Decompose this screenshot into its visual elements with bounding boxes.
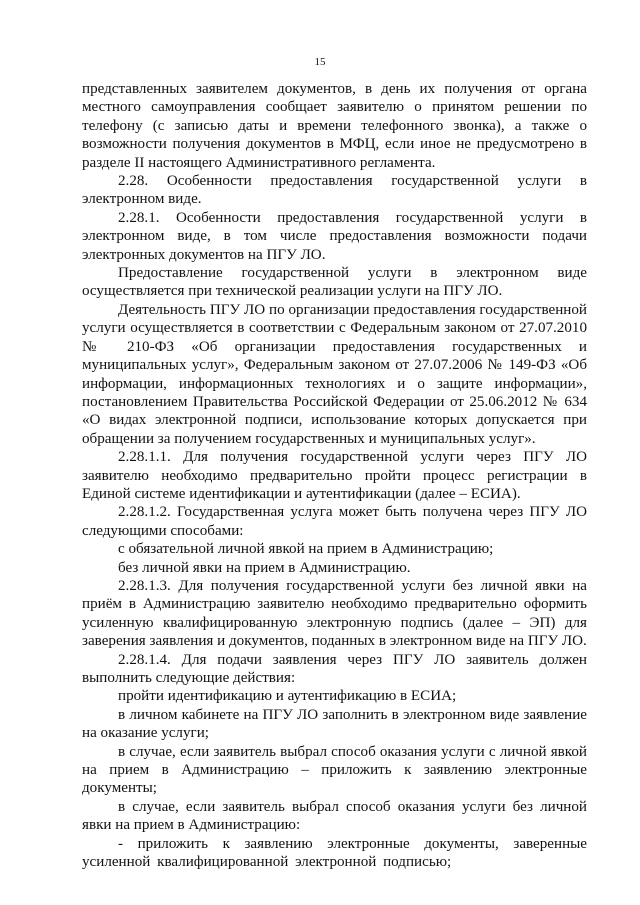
paragraph-continuation: представленных заявителем документов, в день их получения от органа местного самоуправления сообщает заявителю о принятом решении по телефону (с записью даты и времени телефонного звонка), а также о возможности получения документов в МФЦ, если иное не предусмотрено в разделе II настоящего Административного регламента.: [82, 81, 587, 171]
paragraph-legal-basis: Деятельность ПГУ ЛО по организации предоставления государственной услуги осуществляется в соответствии с Федеральным законом от 27.07.2010 № 210-ФЗ «Об организации предоставления государственных и муниципальных услуг», Федеральным законом от 27.07.2006 № 149-ФЗ «Об информации, информационных технологиях и о защите информации», постановлением Правительства Российской Федерации от 25.06.2012 № 634 «О видах электронной подписи, использование которых допускается при обращении за получением государственных и муниципальных услуг».: [82, 301, 587, 447]
paragraph-2-28-1-2: 2.28.1.2. Государственная услуга может быть получена через ПГУ ЛО следующими способами:: [82, 504, 587, 539]
paragraph-section-2-28: 2.28. Особенности предоставления государственной услуги в электронном виде.: [82, 173, 587, 208]
list-item-signed-docs: - приложить к заявлению электронные документы, заверенные усиленной квалифицированной электронной подписью;: [82, 835, 587, 871]
paragraph-2-28-1-4: 2.28.1.4. Для подачи заявления через ПГУ ЛО заявитель должен выполнить следующие действия:: [82, 651, 587, 686]
list-item-esia: пройти идентификацию и аутентификацию в ЕСИА;: [118, 688, 457, 705]
list-item-without-visit-docs: в случае, если заявитель выбрал способ оказания услуги без личной явки на прием в Администрацию:: [82, 798, 587, 834]
document-body: [82, 80, 587, 871]
paragraph-electronic-provision: Предоставление государственной услуги в электронном виде осуществляется при технической реализации услуги на ПГУ ЛО.: [82, 265, 587, 300]
list-item-with-visit-docs: в случае, если заявитель выбрал способ оказания услуги с личной явкой на прием в Администрацию – приложить к заявлению электронные документы;: [82, 743, 587, 797]
list-item-personal-account: в личном кабинете на ПГУ ЛО заполнить в электронном виде заявление на оказание услуги;: [82, 706, 587, 742]
paragraph-2-28-1: 2.28.1. Особенности предоставления государственной услуги в электронном виде, в том числе предоставления возможности подачи электронных документов на ПГУ ЛО.: [82, 209, 587, 263]
paragraph-2-28-1-3: 2.28.1.3. Для получения государственной услуги без личной явки на приём в Администрацию заявителю необходимо предварительно оформить усиленную квалифицированную электронную подпись (далее – ЭП) для заверения заявления и документов, поданных в электронном виде на ПГУ ЛО.: [82, 577, 587, 650]
list-item-with-visit: с обязательной личной явкой на прием в Администрацию;: [118, 541, 494, 558]
paragraph-2-28-1-1: 2.28.1.1. Для получения государственной услуги через ПГУ ЛО заявителю необходимо предварительно пройти процесс регистрации в Единой системе идентификации и аутентификации (далее – ЕСИА).: [82, 449, 587, 502]
list-item-without-visit: без личной явки на прием в Администрацию.: [118, 559, 411, 576]
page-number: 15: [314, 56, 326, 68]
